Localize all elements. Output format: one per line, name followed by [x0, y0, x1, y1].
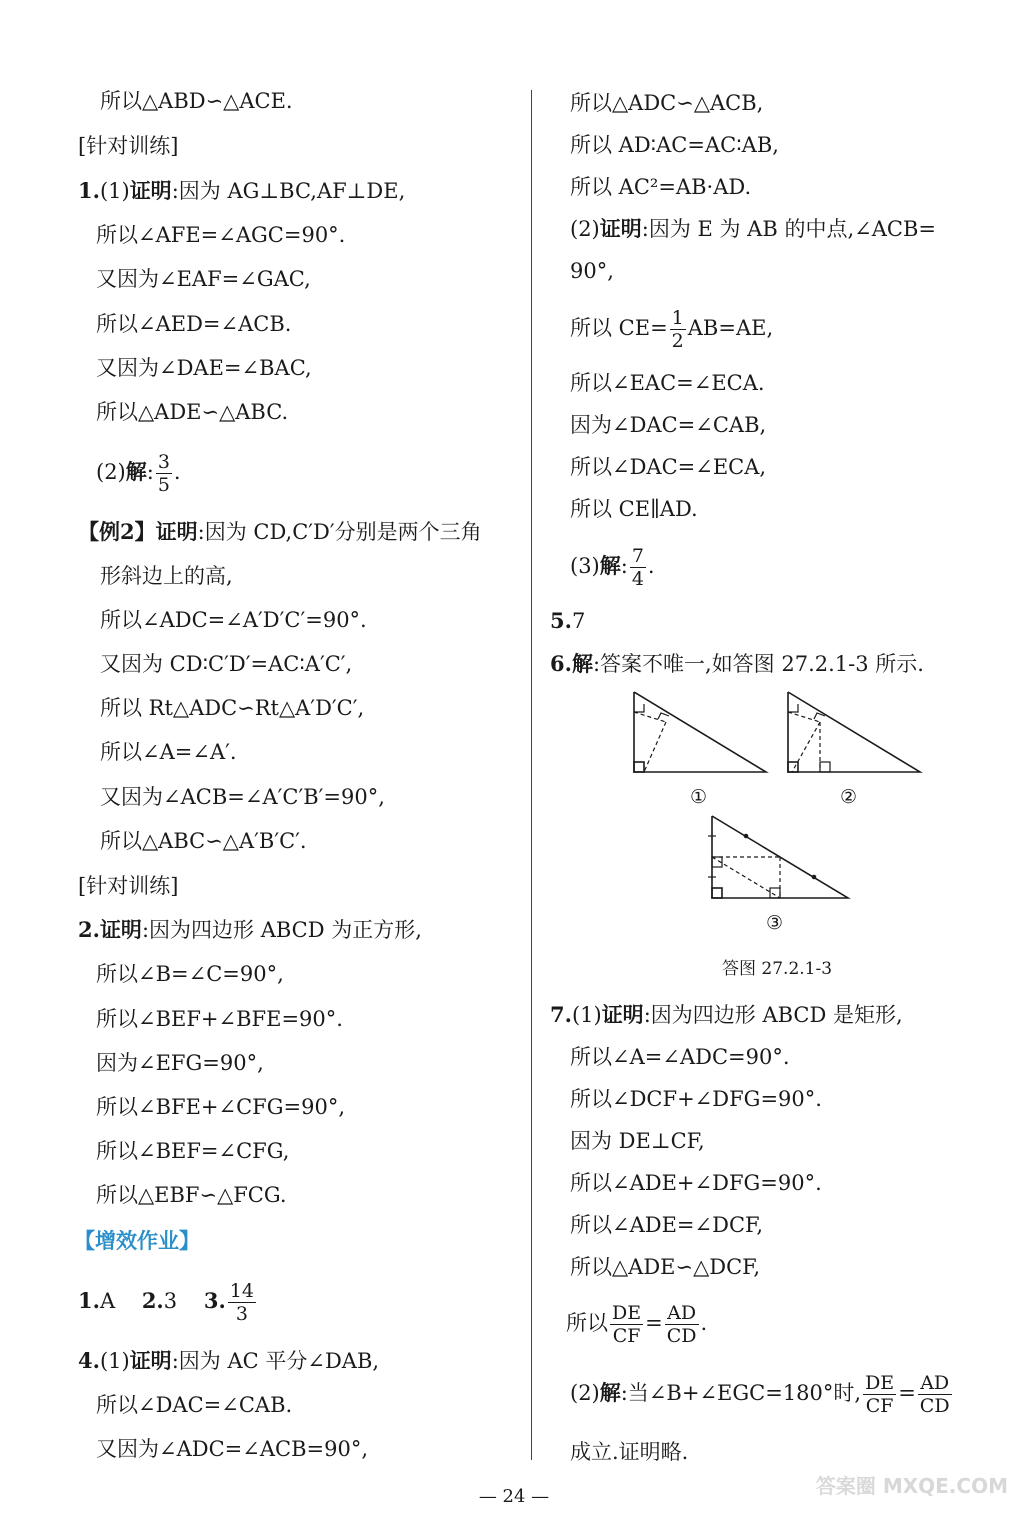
text-line — [570, 541, 655, 591]
text-line: 所以∠BEF=∠CFG, — [96, 1139, 290, 1163]
text-line: 所以∠DCF+∠DFG=90°. — [570, 1087, 822, 1111]
text-line: 因为 DE⊥CF, — [570, 1129, 705, 1153]
keyword: 证明 — [129, 178, 172, 203]
fraction — [665, 1302, 699, 1347]
numerator: AD — [665, 1302, 699, 1325]
keyword: 证明 — [129, 1348, 172, 1373]
text: :因为 AC 平分∠DAB, — [171, 1349, 380, 1373]
figure-label-2: ② — [840, 786, 858, 808]
text: . — [700, 1311, 708, 1335]
keyword: 证明 — [155, 519, 198, 544]
column-divider — [531, 90, 532, 1460]
text-line: 所以△EBF∽△FCG. — [96, 1183, 287, 1207]
denominator: CD — [666, 1325, 697, 1347]
text-line: 所以∠ADE+∠DFG=90°. — [570, 1171, 822, 1195]
text-line: 形斜边上的高, — [100, 564, 233, 588]
triangle-2 — [788, 692, 920, 772]
denominator: CD — [919, 1395, 950, 1417]
text: : — [146, 460, 154, 484]
answer-figure — [620, 686, 940, 946]
text-line: 所以∠EAC=∠ECA. — [570, 371, 765, 395]
numerator: 14 — [229, 1280, 254, 1302]
fraction — [610, 1302, 643, 1347]
answer: 7 — [571, 609, 586, 633]
denominator: 4 — [631, 568, 644, 590]
section-label: [针对训练] — [78, 134, 179, 158]
keyword: 解 — [125, 459, 147, 484]
keyword: 证明 — [599, 216, 642, 241]
text: . — [173, 460, 181, 484]
keyword: 证明 — [99, 917, 142, 942]
text-line: 因为∠DAC=∠CAB, — [570, 413, 767, 437]
text-line: 所以 AD∶AC=AC∶AB, — [570, 133, 779, 157]
fraction — [228, 1280, 256, 1325]
text-line — [570, 214, 936, 244]
section-label: [针对训练] — [78, 874, 179, 898]
text: :因为 E 为 AB 的中点,∠ACB= — [641, 217, 936, 241]
item-number: 2. — [78, 917, 100, 942]
text-line: 所以∠BEF+∠BFE=90°. — [96, 1007, 343, 1031]
text: :当∠B+∠EGC=180°时, — [620, 1381, 862, 1405]
triangle-3 — [708, 816, 848, 898]
text-line — [78, 517, 482, 547]
text: :因为 AG⊥BC,AF⊥DE, — [171, 179, 406, 203]
sub-number: (2) — [570, 217, 600, 241]
page-number-value: 24 — [502, 1486, 526, 1507]
text-line: 所以△ABC∽△A′B′C′. — [100, 829, 307, 853]
keyword: 解 — [599, 1380, 621, 1405]
figure-caption: 答图 27.2.1-3 — [722, 959, 833, 979]
text: :答案不唯一,如答图 27.2.1-3 所示. — [592, 652, 924, 676]
text-line: 又因为∠ADC=∠ACB=90°, — [96, 1437, 369, 1461]
item-number: 5. — [550, 608, 572, 633]
text-line: 所以 AC²=AB·AD. — [570, 175, 752, 199]
text-line — [78, 176, 405, 206]
text-line — [570, 303, 773, 353]
text-line — [78, 1346, 379, 1376]
watermark: 答案圈 MXQE.COM — [815, 1474, 1008, 1498]
denominator: CF — [865, 1395, 894, 1417]
text-line — [570, 1367, 954, 1419]
answer: A — [99, 1289, 116, 1313]
example-tag: 【例2】 — [78, 519, 156, 544]
sub-number: (1) — [571, 1003, 602, 1027]
denominator: 3 — [235, 1303, 248, 1325]
figure-label-3: ③ — [766, 912, 784, 934]
text-line — [566, 1297, 707, 1349]
text-line: 所以∠A=∠A′. — [100, 740, 237, 764]
page-number: — 24 — — [478, 1486, 550, 1507]
text: :因为四边形 ABCD 为正方形, — [141, 918, 422, 942]
text-line: 所以∠B=∠C=90°, — [96, 962, 284, 986]
numerator: 3 — [157, 451, 170, 473]
text-line: 所以∠AED=∠ACB. — [96, 312, 292, 336]
text: 所以 — [566, 1311, 608, 1335]
fraction — [670, 307, 686, 352]
text-line — [550, 649, 924, 679]
numerator: 1 — [671, 307, 684, 329]
text: = — [645, 1311, 663, 1335]
fraction — [156, 451, 172, 496]
item-number: 2. — [141, 1288, 164, 1313]
keyword: 解 — [571, 651, 593, 676]
item-number: 7. — [550, 1002, 572, 1027]
denominator: 5 — [157, 474, 170, 496]
text: AB=AE, — [687, 316, 774, 340]
keyword: 证明 — [601, 1002, 644, 1027]
text-line: 所以∠ADE=∠DCF, — [570, 1213, 763, 1237]
text-line: 所以△ABD∽△ACE. — [100, 89, 293, 113]
numerator: DE — [612, 1302, 642, 1324]
numerator: 7 — [631, 545, 644, 567]
sub-number: (3) — [570, 554, 600, 578]
text-line: 90°, — [570, 259, 614, 283]
sub-number: (1) — [99, 1349, 130, 1373]
text-line: 所以∠A=∠ADC=90°. — [570, 1045, 790, 1069]
text: : — [620, 554, 628, 578]
text-line — [96, 447, 181, 497]
text-line: 又因为∠EAF=∠GAC, — [96, 267, 311, 291]
text-line: 成立.证明略. — [570, 1440, 689, 1464]
text-line: 所以∠BFE+∠CFG=90°, — [96, 1095, 346, 1119]
fraction — [630, 545, 646, 590]
text-line: 又因为∠DAE=∠BAC, — [96, 356, 312, 380]
text-line: 所以△ADE∽△ABC. — [96, 400, 289, 424]
text-line: 所以 Rt△ADC∽Rt△A′D′C′, — [100, 696, 365, 720]
sub-number: (1) — [99, 179, 130, 203]
keyword: 解 — [599, 553, 621, 578]
text-line: 所以△ADC∽△ACB, — [570, 91, 764, 115]
figure-label-1: ① — [690, 786, 708, 808]
text-line — [550, 1000, 903, 1030]
text-line — [78, 1276, 258, 1326]
text: = — [898, 1381, 916, 1405]
text-line: 又因为∠ACB=∠A′C′B′=90°, — [100, 785, 385, 809]
text: :因为 CD,C′D′分别是两个三角 — [197, 520, 482, 544]
item-number: 1. — [78, 178, 100, 203]
fraction — [918, 1372, 952, 1417]
item-number: 6. — [550, 651, 572, 676]
text-line: 因为∠EFG=90°, — [96, 1051, 264, 1075]
text-line: 所以∠AFE=∠AGC=90°. — [96, 223, 346, 247]
triangle-1 — [634, 692, 766, 772]
sub-number: (2) — [96, 460, 126, 484]
item-number: 1. — [78, 1288, 100, 1313]
text-line: 所以 CE∥AD. — [570, 497, 698, 521]
denominator: CF — [612, 1325, 641, 1347]
text-line: 又因为 CD∶C′D′=AC∶A′C′, — [100, 652, 353, 676]
text-line: 所以∠DAC=∠CAB. — [96, 1393, 293, 1417]
text-line — [550, 606, 585, 636]
sub-number: (2) — [570, 1381, 600, 1405]
fraction — [863, 1372, 896, 1417]
text-line: 所以△ADE∽△DCF, — [570, 1255, 761, 1279]
text: . — [647, 554, 655, 578]
item-number: 4. — [78, 1348, 100, 1373]
numerator: AD — [918, 1372, 952, 1395]
answer: 3 — [163, 1289, 178, 1313]
text: 所以 CE= — [570, 316, 668, 340]
item-number: 3. — [203, 1288, 226, 1313]
text-line: 所以∠ADC=∠A′D′C′=90°. — [100, 608, 367, 632]
text: :因为四边形 ABCD 是矩形, — [643, 1003, 903, 1027]
denominator: 2 — [671, 330, 684, 352]
section-heading: 【增效作业】 — [74, 1228, 200, 1253]
text-line: 所以∠DAC=∠ECA, — [570, 455, 767, 479]
text-line — [78, 915, 422, 945]
numerator: DE — [865, 1372, 895, 1394]
